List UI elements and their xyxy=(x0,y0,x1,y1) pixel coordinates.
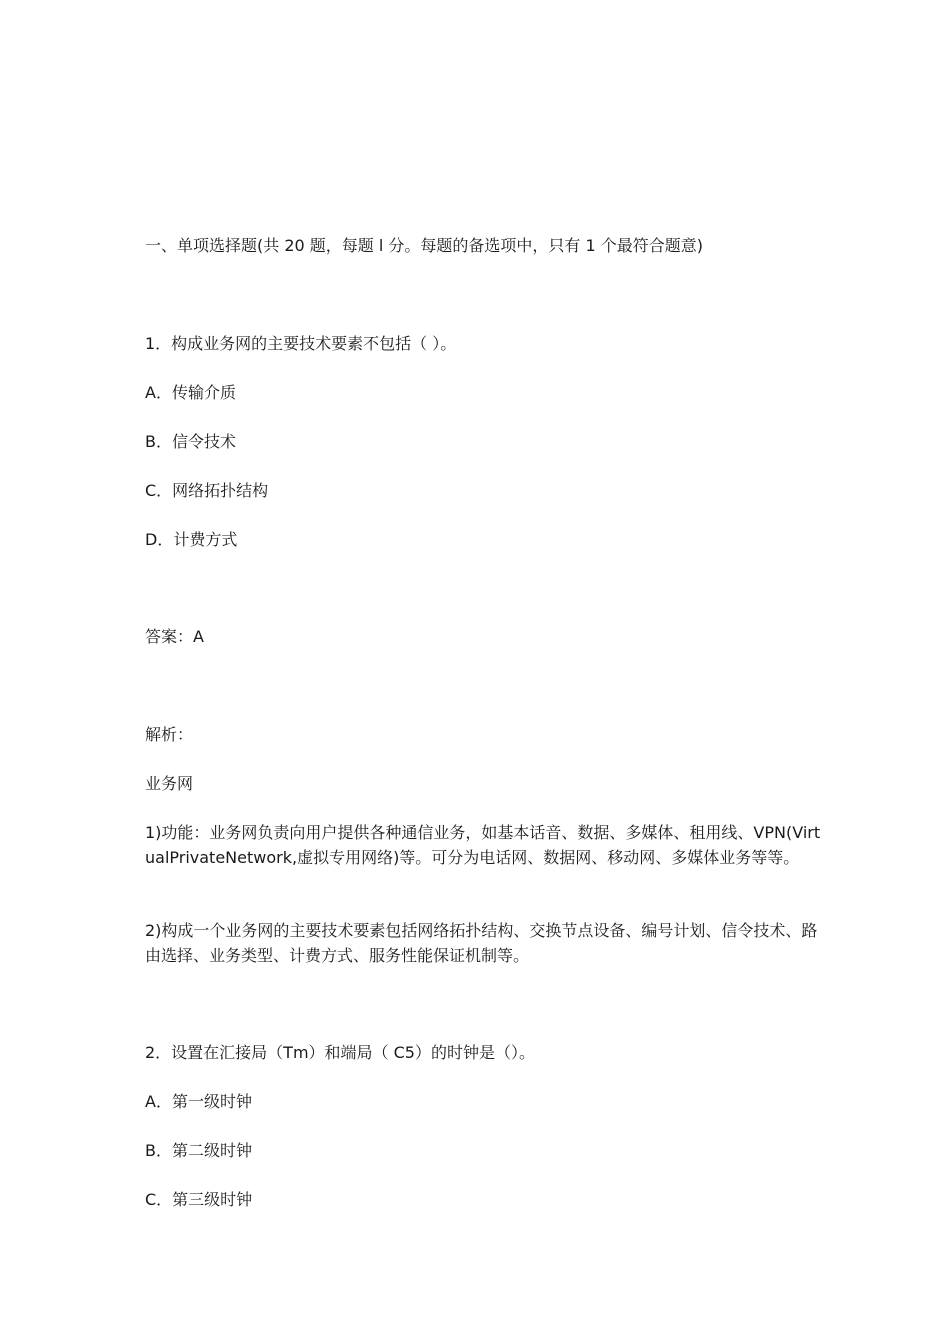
question-1-option-a: A．传输介质 xyxy=(145,383,236,402)
question-1-analysis-topic: 业务网 xyxy=(145,774,194,793)
question-1-analysis-label: 解析： xyxy=(145,725,194,744)
question-1-option-c: C．网络拓扑结构 xyxy=(145,481,269,500)
question-1-stem: 1．构成业务网的主要技术要素不包括（ ）。 xyxy=(145,334,457,353)
question-2-option-a: A．第一级时钟 xyxy=(145,1092,252,1111)
question-2-option-b: B．第二级时钟 xyxy=(145,1141,252,1160)
question-1-analysis-point-1: 1)功能：业务网负责向用户提供各种通信业务，如基本话音、数据、多媒体、租用线、VPN(VirtualPrivateNetwork,虚拟专用网络)等。可分为电话网、数据网、移动网、多媒体业务等等。 xyxy=(145,823,821,867)
question-1-answer: 答案：A xyxy=(145,627,204,646)
question-1-option-b: B．信令技术 xyxy=(145,432,236,451)
question-2-option-c: C．第三级时钟 xyxy=(145,1190,253,1209)
section-title: 一、单项选择题(共 20 题，每题 l 分。每题的备选项中，只有 1 个最符合题意) xyxy=(145,236,703,255)
question-2-stem: 2．设置在汇接局（Tm）和端局（ C5）的时钟是（）。 xyxy=(145,1043,535,1062)
question-1-analysis-point-2: 2)构成一个业务网的主要技术要素包括网络拓扑结构、交换节点设备、编号计划、信令技术、路由选择、业务类型、计费方式、服务性能保证机制等。 xyxy=(145,921,818,965)
question-1-option-d: D．计费方式 xyxy=(145,530,238,549)
